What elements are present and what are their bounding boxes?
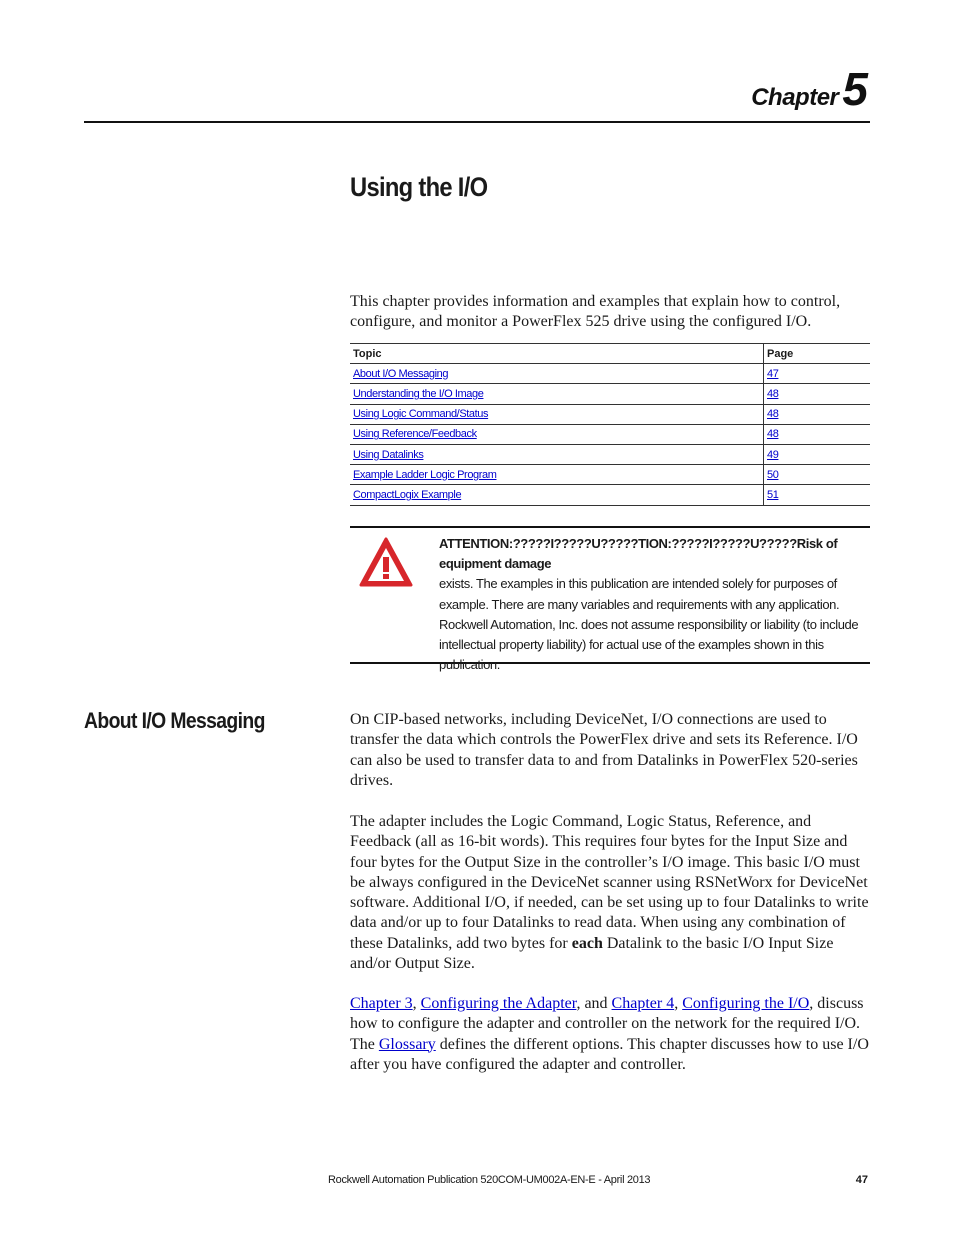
glossary-link[interactable]: Glossary	[378, 1035, 436, 1053]
table-row	[350, 364, 870, 384]
p2-text-before: The adapter includes the Logic Command, Logic Status, Reference, and Feedback (all as 16-bit words). This requires four bytes for the Input Size and four bytes for the Output Size in the controller’s I/O image. This basic I/O must be always configured in the DeviceNet scanner using RSNetWorx for DeviceNet software. Additional I/O, if needed, can be set using up to four Datalinks to write data and/or up to four Datalinks to read data. When using any combination of these Datalinks, add two bytes for	[350, 813, 869, 952]
chapter-3-link[interactable]: Chapter 3	[350, 995, 413, 1012]
section-paragraph-3	[350, 994, 872, 1075]
page-link[interactable]: 50	[767, 468, 779, 481]
p3-text: , discuss how to configure the adapter and controller on the network for the required I/O. The	[350, 995, 864, 1053]
section-paragraph-1: On CIP-based networks, including DeviceNet, I/O connections are used to transfer the data which controls the PowerFlex drive and sets its Reference. I/O can also be used to transfer data to and from Datalinks in PowerFlex 520-series drives.	[350, 711, 858, 789]
p2-bold-each: each	[571, 934, 603, 952]
attention-label: ATTENTION:	[439, 536, 513, 551]
topic-link[interactable]: Using Logic Command/Status	[353, 408, 489, 421]
chapter-header	[751, 62, 868, 116]
table-row	[350, 444, 870, 464]
p2-text-after: Datalink to the basic I/O Input Size and/or Output Size.	[350, 934, 834, 973]
col-page-header: Page	[764, 344, 871, 364]
topic-table	[350, 343, 870, 506]
configuring-io-link[interactable]: Configuring the I/O	[682, 995, 810, 1012]
attention-text	[439, 534, 871, 675]
p3-text-end: defines the different options. This chapter discusses how to use I/O after you have configured the adapter and controller.	[350, 1035, 869, 1073]
attention-garbled: ?????I?????U?????TION:?????I?????U?????Risk of	[512, 536, 838, 551]
section-heading: About I/O Messaging	[84, 708, 265, 733]
p3-sep: ,	[412, 995, 421, 1012]
topic-link[interactable]: Example Ladder Logic Program	[353, 468, 497, 481]
page-link[interactable]: 49	[767, 448, 779, 461]
page-link[interactable]: 48	[767, 387, 779, 400]
topic-link[interactable]: Using Datalinks	[353, 448, 424, 461]
table-row	[350, 485, 870, 505]
attention-body: exists. The examples in this publication are intended solely for purposes of example. There are many variables and requirements with any application. Rockwell Automation, Inc. does not assume responsibility or liability (to include intellectual property liability) for actual use of the examples shown in this publication.	[439, 576, 859, 673]
table-row	[350, 404, 870, 424]
warning-triangle-icon	[358, 536, 414, 588]
page-title: Using the I/O	[350, 172, 488, 202]
table-row	[350, 465, 870, 485]
page-link[interactable]: 51	[767, 488, 779, 501]
p3-sep: , and	[576, 995, 612, 1012]
page-link[interactable]: 47	[767, 367, 779, 380]
chapter-number: 5	[842, 63, 868, 115]
chapter-4-link[interactable]: Chapter 4	[611, 995, 675, 1012]
intro-paragraph: This chapter provides information and examples that explain how to control, configure, and monitor a PowerFlex 525 drive using the configured I/O.	[350, 293, 841, 331]
table-header-row	[350, 344, 870, 364]
topic-link[interactable]: Using Reference/Feedback	[353, 428, 477, 441]
page-link[interactable]: 48	[767, 428, 779, 441]
section-paragraph-2	[350, 812, 872, 974]
page-link[interactable]: 48	[767, 408, 779, 421]
topic-link[interactable]: CompactLogix Example	[353, 488, 462, 501]
attention-bold-tail: equipment damage	[439, 556, 552, 572]
chapter-rule	[84, 121, 870, 123]
col-topic-header: Topic	[350, 344, 764, 364]
topic-link[interactable]: About I/O Messaging	[353, 367, 449, 380]
p3-sep: ,	[674, 995, 683, 1012]
attention-box	[350, 526, 870, 673]
topic-link[interactable]: Understanding the I/O Image	[353, 387, 484, 400]
table-row	[350, 384, 870, 404]
footer-publication: Rockwell Automation Publication 520COM-UM002A-EN-E - April 2013	[328, 1174, 651, 1186]
chapter-label: Chapter	[751, 84, 839, 111]
configuring-adapter-link[interactable]: Configuring the Adapter	[420, 995, 577, 1012]
table-row	[350, 424, 870, 444]
footer-page-number: 47	[855, 1174, 868, 1186]
